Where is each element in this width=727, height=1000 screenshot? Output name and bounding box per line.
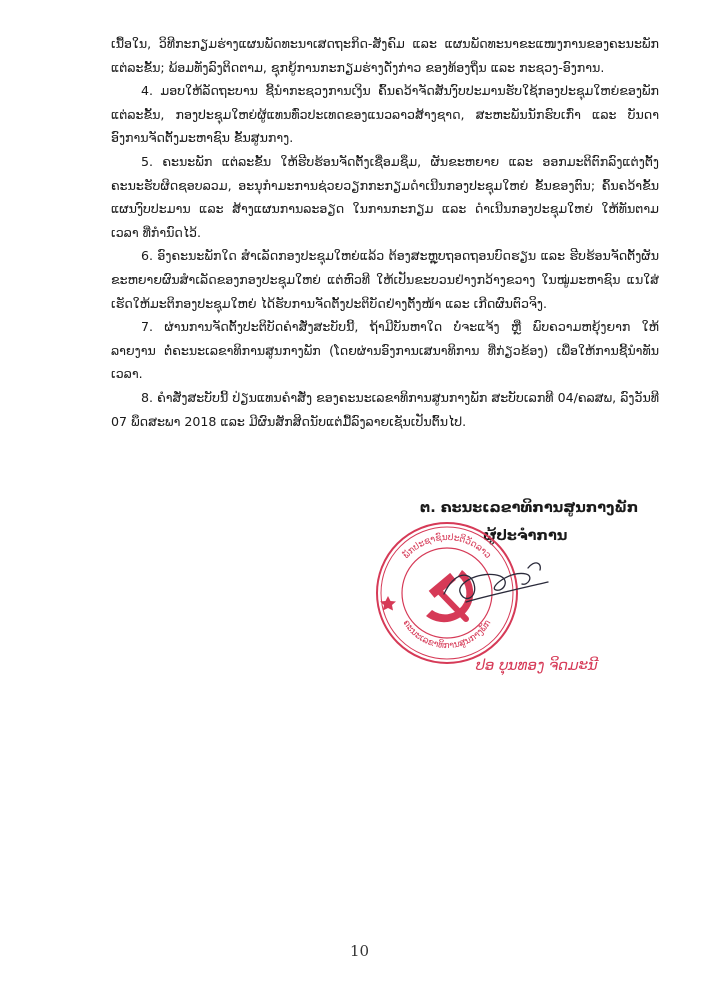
paragraph-8: 8. ຄໍາສັ່ງສະບັບນີ້ ປ່ຽນແທນຄໍາສັ່ງ ຂອງຄະນະເລຂາທິການສູນກາງພັກ ສະບັບເລກທີ 04/ຄລສພ, ລົງວັນທີ 07 ພຶດສະພາ 2018 ແລະ ມີຜົນສັກສິດນັບແຕ່ມື້ລົງລາຍເຊັນເປັນຕົ້ນໄປ. bbox=[111, 389, 659, 429]
seal-text-bottom: ຄະນະເລຂາທິການສູນກາງພັກ bbox=[400, 618, 494, 652]
page-number: 10 bbox=[350, 942, 370, 960]
paragraph-continuation: ເນື້ອໃນ, ວິທີກະກຽມຮ່າງແຜນພັດທະນາເສດຖະກິດ-ສັງຄົມ ແລະ ແຜນພັດທະນາຂະແໜງການຂອງຄະນະພັກ ແຕ່ລະຂັ້ນ; ພ້ອມທັງລົງຕິດຕາມ, ຊຸກຍູ້ການກະກຽມຮ່າງດັ່ງກ່າວ ຂອງທ້ອງຖິ່ນ ແລະ ກະຊວງ-ອົງການ. bbox=[111, 36, 659, 75]
paragraph-7: 7. ຜ່ານການຈັດຕັ້ງປະຕິບັດຄໍາສັ່ງສະບັບນີ້, ຖ້າມີບັນຫາໃດ ບໍ່ຈະແຈ້ງ ຫຼື ພົບຄວາມຫຍຸ້ງຍາກ ໃຫ້ລາຍງານ ຕໍ່ຄະນະເລຂາທິການສູນກາງພັກ (ໂດຍຜ່ານອົງການເສນາທິການ ທີ່ກ່ຽວຂ້ອງ) ເພື່ອໃຫ້ການຊີ້ນໍາທັນເວລາ. bbox=[111, 319, 659, 382]
paragraph-5: 5. ຄະນະພັກ ແຕ່ລະຂັ້ນ ໃຫ້ຮີບຮ້ອນຈັດຕັ້ງເຊື່ອມຊຶມ, ຜັນຂະຫຍາຍ ແລະ ອອກມະຕິຕົກລົງແຕ່ງຕັ້ງຄະນະຮັບຜິດຊອບລວມ, ອະນຸກໍາມະການຊ່ວຍວຽກກະກຽມດໍາເນີນກອງປະຊຸມໃຫຍ່ ຂັ້ນຂອງຕົນ; ຄົ້ນຄວ້າຂັ້ນແຜນງົບປະມານ ແລະ ສ້າງແຜນການລະອຽດ ໃນການກະກຽມ ແລະ ດໍາເນີນກອງປະຊຸມໃຫຍ່ ໃຫ້ທັນຕາມເວລາ ທີ່ກໍານົດໄວ້. bbox=[111, 153, 659, 240]
signature-block bbox=[380, 490, 680, 710]
paragraph-6: 6. ອົງຄະນະພັກໃດ ສໍາເລັດກອງປະຊຸມໃຫຍ່ແລ້ວ ຕ້ອງສະຫຼຸບຖອດຖອນບົດຮຽນ ແລະ ຮີບຮ້ອນຈັດຕັ້ງຜັນຂະຫຍາຍຜົນສໍາເລັດຂອງກອງປະຊຸມໃຫຍ່ ແຕ່ຫົວທີ ໃຫ້ເປັນຂະບວນຢ່າງກວ້າງຂວາງ ໃນໝູ່ມະຫາຊົນ ແນໃສ່ເຮັດໃຫ້ມະຕິກອງປະຊຸມໃຫຍ່ ໄດ້ຮັບການຈັດຕັ້ງປະຕິບັດຢ່າງຕັ້ງໜ້າ ແລະ ເກີດຜົນຕົວຈິງ. bbox=[111, 248, 659, 311]
document-body bbox=[111, 32, 659, 433]
signature-title: ຕ. ຄະນະເລຂາທິການສູນກາງພັກ bbox=[420, 500, 639, 516]
handwritten-signature bbox=[430, 550, 560, 620]
seal-text-top: ພັກປະຊາຊົນປະຕິວັດລາວ bbox=[401, 532, 493, 561]
paragraph-4: 4. ມອບໃຫ້ລັດຖະບານ ຊີ້ນໍາກະຊວງການເງິນ ຄົ້ນຄວ້າຈັດສັນງົບປະມານຮັບໃຊ້ກອງປະຊຸມໃຫຍ່ຂອງພັກ ແຕ່ລະຂັ້ນ, ກອງປະຊຸມໃຫຍ່ຜູ້ແທນທົ່ວປະເທດຂອງແນວລາວສ້າງຊາດ, ສະຫະພັນນັກຮົບເກົ່າ ແລະ ບັນດາອົງການຈັດຕັ້ງມະຫາຊົນ ຂັ້ນສູນກາງ. bbox=[111, 83, 659, 146]
signer-name: ປອ ບຸນທອງ ຈິດມະນີ bbox=[476, 656, 598, 674]
signature-role: ຜູ້ປະຈໍາການ bbox=[483, 528, 568, 544]
